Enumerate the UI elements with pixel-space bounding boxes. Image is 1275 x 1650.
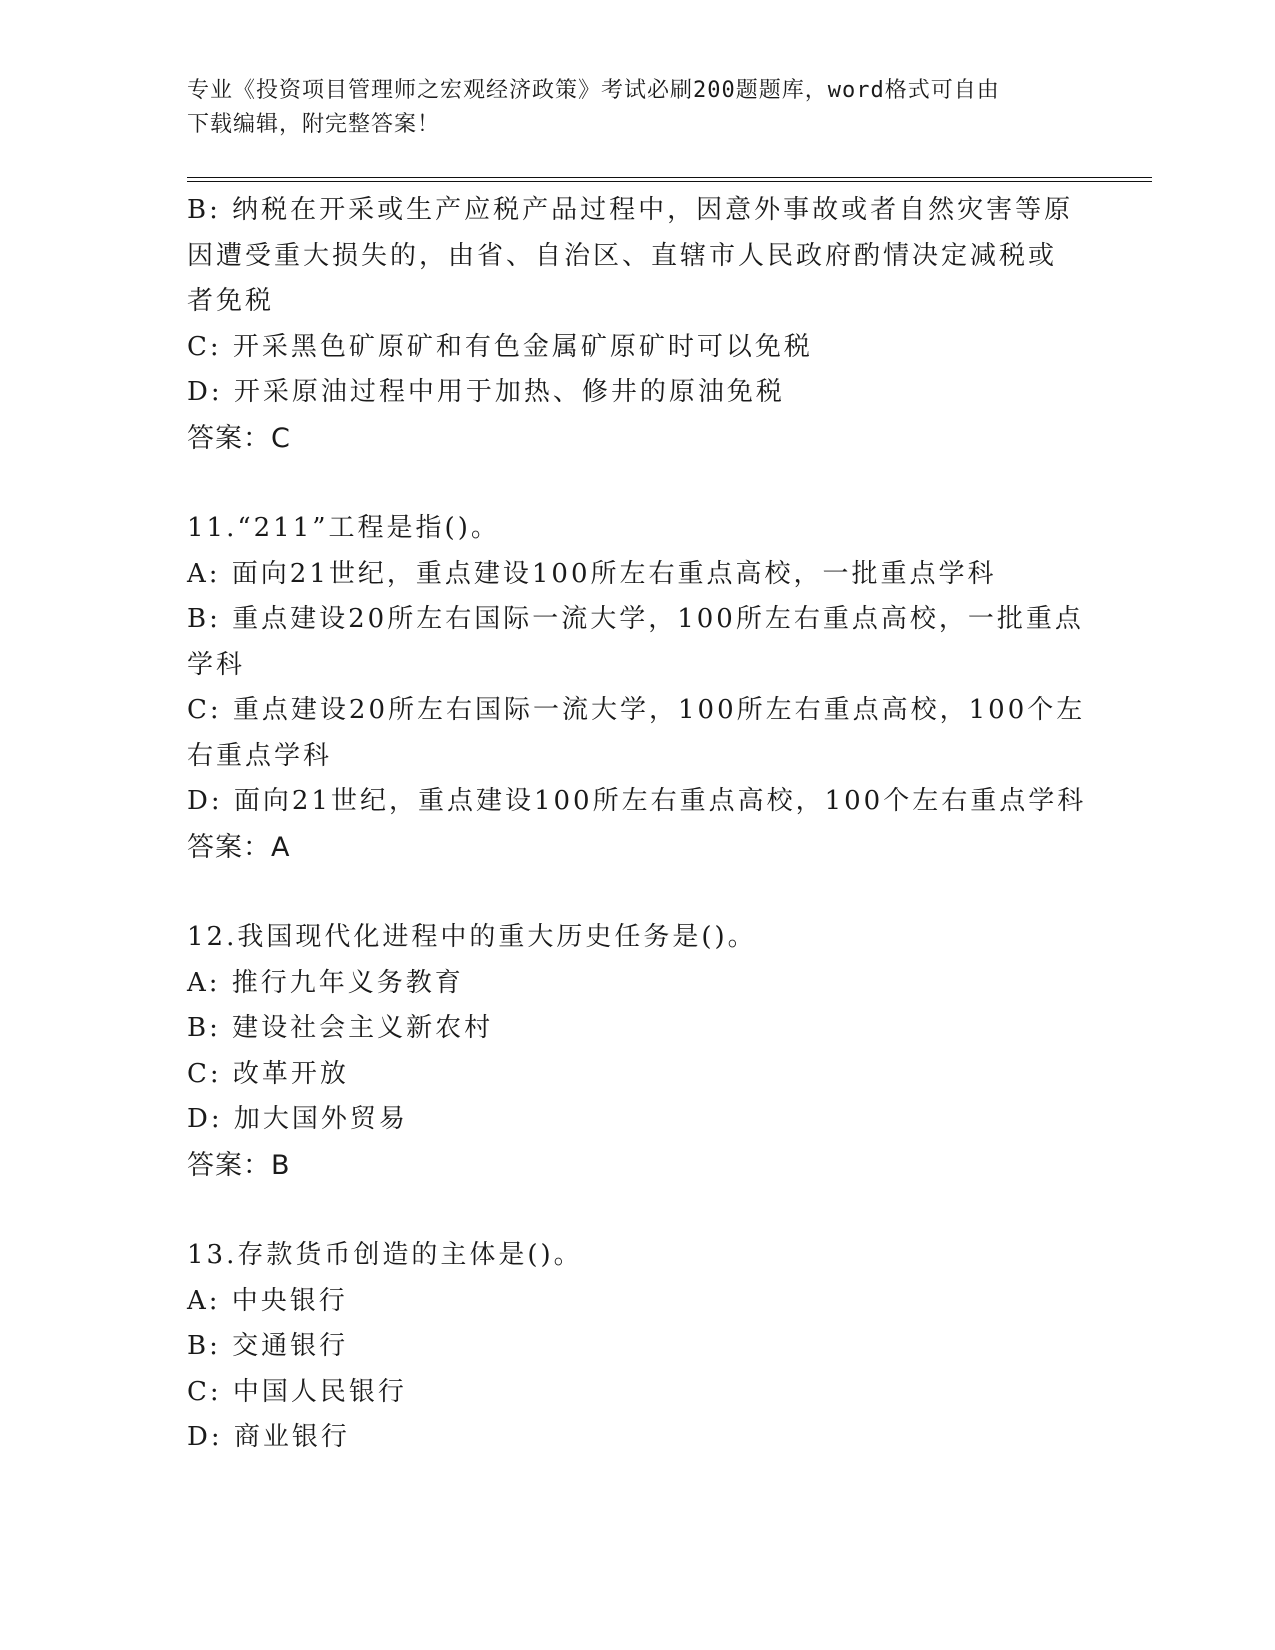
option-b: B: 纳税在开采或生产应税产品过程中，因意外事故或者自然灾害等原: [187, 195, 1074, 225]
question-text: 12.我国现代化进程中的重大历史任务是()。: [187, 922, 757, 952]
option-b: B: 建设社会主义新农村: [187, 1013, 494, 1043]
option-d: D: 商业银行: [187, 1422, 350, 1452]
option-b-continued: 者免税: [187, 286, 275, 316]
option-c: C: 改革开放: [187, 1058, 349, 1089]
answer: 答案：C: [187, 422, 291, 454]
question-11: [187, 506, 1087, 870]
spacer: [187, 870, 1087, 915]
option-c: C: 开采黑色矿原矿和有色金属矿原矿时可以免税: [187, 331, 813, 362]
option-d: D: 面向21世纪，重点建设100所左右重点高校，100个左右重点学科: [187, 786, 1087, 816]
option-c: C: 中国人民银行: [187, 1376, 407, 1407]
option-d: D: 开采原油过程中用于加热、修井的原油免税: [187, 377, 785, 407]
answer: 答案：A: [187, 831, 291, 863]
option-b-continued: 因遭受重大损失的，由省、自治区、直辖市人民政府酌情决定减税或: [187, 240, 1058, 271]
question-text: 11.“211”工程是指()。: [187, 513, 500, 543]
option-b: B: 重点建设20所左右国际一流大学，100所左右重点高校，一批重点: [187, 604, 1084, 634]
document-header: [187, 74, 1087, 142]
header-line-2: 下载编辑，附完整答案！: [187, 112, 441, 137]
question-13: [187, 1233, 1087, 1461]
question-12: [187, 915, 1087, 1188]
header-line-1: 专业《投资项目管理师之宏观经济政策》考试必刷200题题库，word格式可自由: [187, 78, 1000, 103]
spacer: [187, 461, 1087, 506]
answer: 答案：B: [187, 1149, 291, 1181]
spacer: [187, 1188, 1087, 1233]
option-c: C: 重点建设20所左右国际一流大学，100所左右重点高校，100个左: [187, 695, 1086, 725]
option-c-continued: 右重点学科: [187, 740, 333, 771]
question-10: [187, 188, 1087, 461]
option-a: A: 中央银行: [187, 1285, 348, 1316]
option-d: D: 加大国外贸易: [187, 1104, 408, 1134]
header-double-rule: [187, 177, 1152, 182]
option-a: A: 推行九年义务教育: [187, 967, 464, 998]
option-b-continued: 学科: [187, 649, 246, 680]
option-a: A: 面向21世纪，重点建设100所左右重点高校，一批重点学科: [187, 558, 997, 589]
question-list: [187, 188, 1087, 1461]
question-text: 13.存款货币创造的主体是()。: [187, 1240, 583, 1270]
option-b: B: 交通银行: [187, 1331, 349, 1361]
